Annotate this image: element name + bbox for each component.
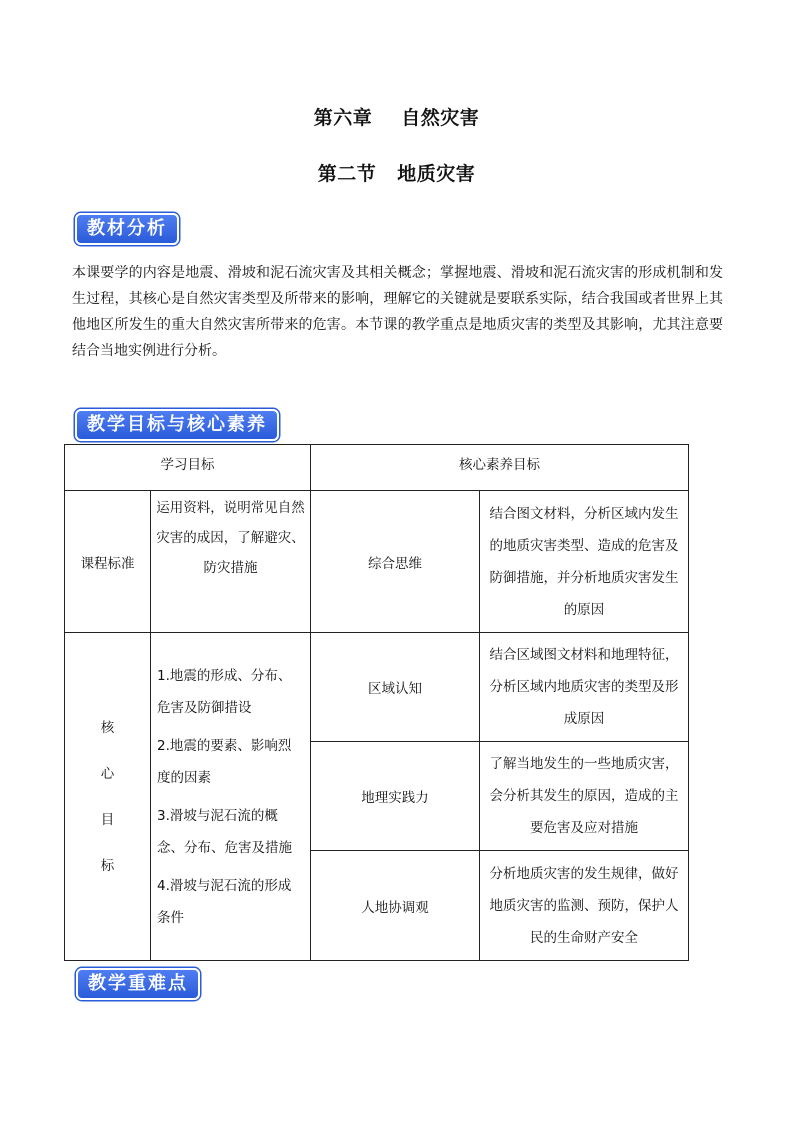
- header-learning-goals: 学习目标: [65, 445, 311, 491]
- literacy-desc: 结合图文材料，分析区域内发生的地质灾害类型、造成的危害及防御措施，并分析地质灾害发生的原因: [480, 491, 689, 633]
- header-literacy-goals: 核心素养目标: [311, 445, 689, 491]
- chapter-title: 第六章 自然灾害: [313, 107, 480, 129]
- core-label-char: 心: [100, 765, 115, 782]
- core-goal-item: 1.地震的形成、分布、危害及防御措设: [157, 667, 292, 716]
- section-badge-objectives: 教学目标与核心素养: [75, 409, 279, 441]
- core-goal-item: 3.滑坡与泥石流的概念、分布、危害及措施: [157, 807, 292, 856]
- course-standard-content: 运用资料，说明常见自然灾害的成因，了解避灾、防灾措施: [151, 491, 311, 633]
- core-goal-item: 2.地震的要素、影响烈度的因素: [157, 737, 292, 786]
- core-label-char: 标: [100, 857, 115, 874]
- core-goals-label: [65, 633, 151, 961]
- section-title: 第二节 地质灾害: [317, 163, 476, 185]
- core-label-char: 核: [100, 719, 115, 736]
- objectives-table: [64, 444, 689, 961]
- course-standard-label: 课程标准: [65, 491, 151, 633]
- core-label-char: 目: [100, 811, 115, 828]
- literacy-name: 区域认知: [311, 633, 480, 742]
- core-goals-list: [151, 633, 311, 961]
- literacy-desc: 分析地质灾害的发生规律，做好地质灾害的监测、预防，保护人民的生命财产安全: [480, 851, 689, 961]
- literacy-name: 人地协调观: [311, 851, 480, 961]
- literacy-name: 综合思维: [311, 491, 480, 633]
- analysis-paragraph: 本课要学的内容是地震、滑坡和泥石流灾害及其相关概念；掌握地震、滑坡和泥石流灾害的形成机制和发生过程，其核心是自然灾害类型及所带来的影响，理解它的关键就是要联系实际，结合我国或者世界上其他地区所发生的重大自然灾害所带来的危害。本节课的教学重点是地质灾害的类型及其影响，尤其注意要结合当地实例进行分析。: [72, 265, 723, 359]
- core-goal-item: 4.滑坡与泥石流的形成条件: [157, 877, 292, 926]
- literacy-desc: 结合区域图文材料和地理特征，分析区域内地质灾害的类型及形成原因: [480, 633, 689, 742]
- literacy-desc: 了解当地发生的一些地质灾害，会分析其发生的原因，造成的主要危害及应对措施: [480, 742, 689, 851]
- section-badge-analysis: 教材分析: [75, 213, 179, 245]
- section-badge-key-points: 教学重难点: [76, 968, 200, 1000]
- literacy-name: 地理实践力: [311, 742, 480, 851]
